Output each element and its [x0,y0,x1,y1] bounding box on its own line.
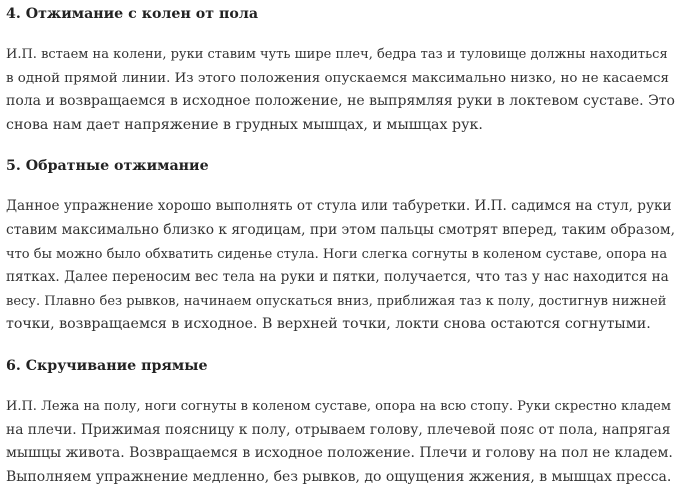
section-5-line: Данное упражнение хорошо выполнять от стула или табуретки. И.П. садимся на стул, руки [6,198,672,215]
section-4-line: И.П. встаем на колени, руки ставим чуть шире плеч, бедра таз и туловище должны находиться [6,47,668,62]
section-4-line: пола и возвращаемся в исходное положение, не выпрямляя руки в локтевом суставе. Это [6,93,675,110]
section-5-title: 5. Обратные отжимание [6,158,209,175]
section-6-text [6,395,675,489]
section-5-line: что бы можно было обхватить сиденье стула. Ноги слегка согнуты в коленом суставе, опора на [6,246,668,262]
section-5-line: ставим максимально близко к ягодицам, при этом пальцы смотрят вперед, таким образом, [6,221,676,238]
section-5-line: пятках. Далее переносим вес тела на руки и пятки, получается, что таз у нас находится на [6,269,669,286]
section-6-line: Выполняем упражнение медленно, без рывков, до ощущения жжения, в мышцах пресса. [6,468,672,485]
section-5-text [6,195,675,337]
section-4-line: в одной прямой линии. Из этого положения опускаемся максимально низко, но не касаемся [6,70,669,86]
section-6-line: на плечи. Прижимая поясницу к полу, отрываем голову, плечевой пояс от пола, напрягая [6,421,671,438]
section-6-line: И.П. Лежа на полу, ноги согнуты в коленом суставе, опора на всю стопу. Руки скрестно кладем [6,398,671,414]
section-5-line: точки, возвращаемся в исходное. В верхней точки, локти снова остаются согнутыми. [6,316,651,333]
section-4-title: 4. Отжимание с колен от пола [6,6,259,22]
section-6-line: мышцы живота. Возвращаемся в исходное положение. Плечи и голову на пол не кладем. [6,445,673,462]
section-4-text [6,43,675,137]
section-6-title: 6. Скручивание прямые [6,357,208,374]
section-4-line: снова нам дает напряжение в грудных мышцах, и мышцах рук. [6,116,483,133]
section-5-line: весу. Плавно без рывков, начинаем опускаться вниз, приближая таз к полу, достигнув нижней [6,293,667,309]
